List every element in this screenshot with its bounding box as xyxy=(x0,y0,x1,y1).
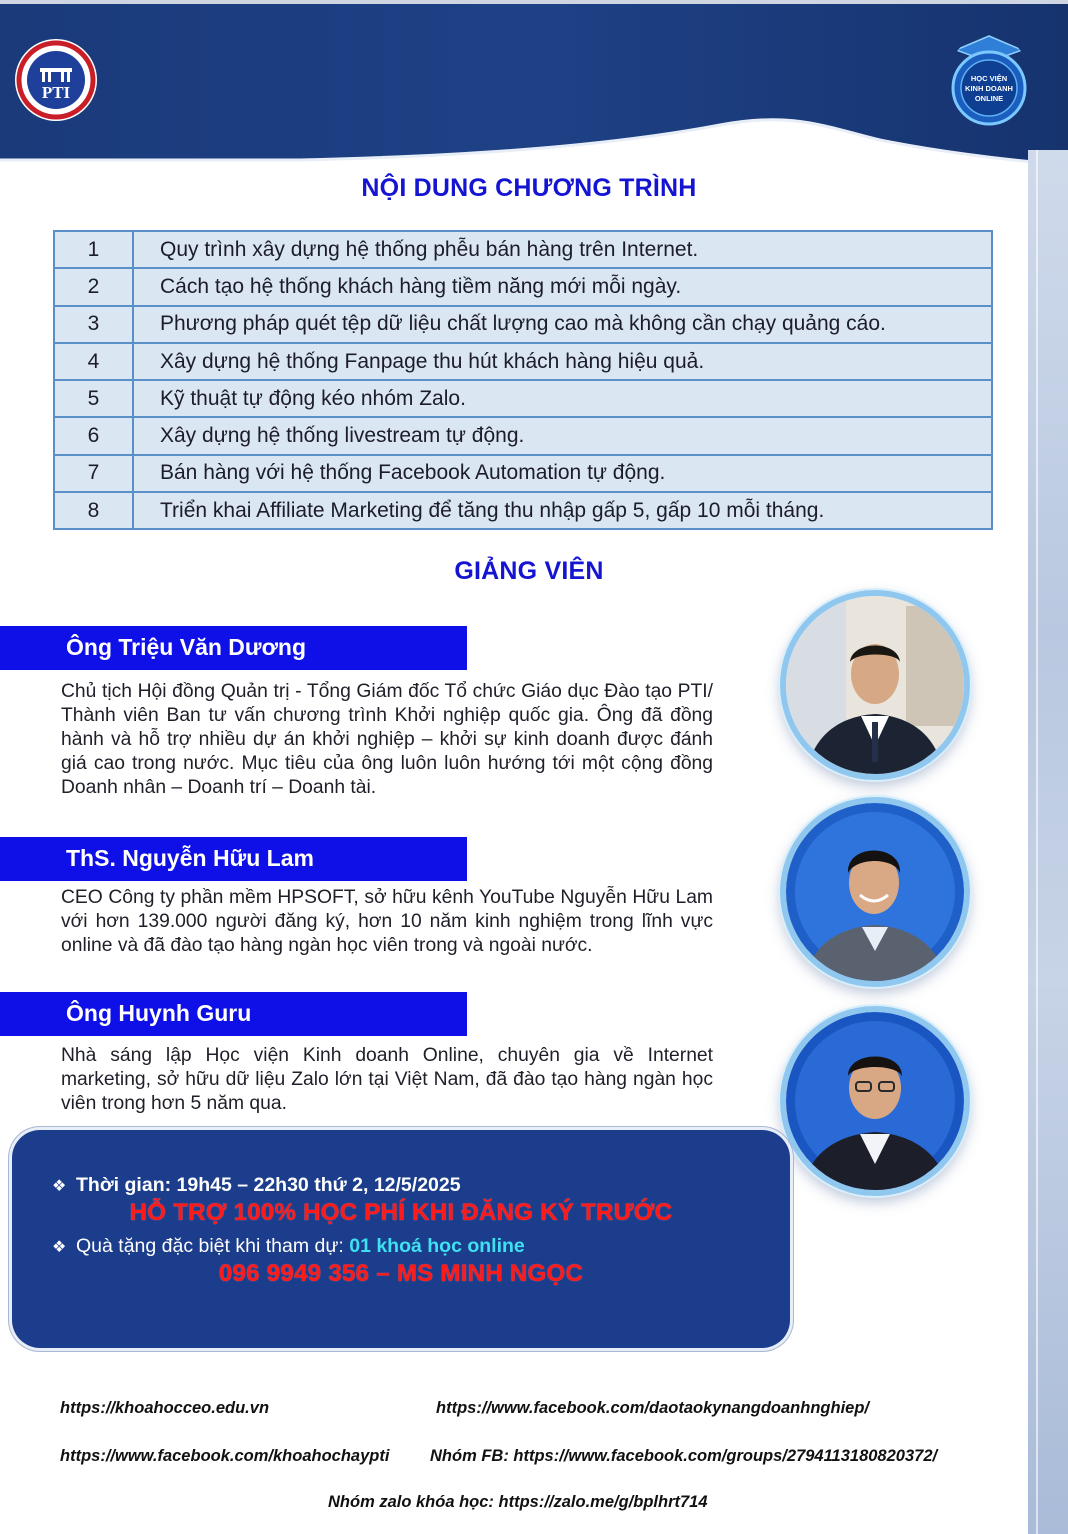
facebook-link[interactable]: https://www.facebook.com/khoahochaypti xyxy=(60,1447,390,1465)
gift-label: Quà tặng đặc biệt khi tham dự: xyxy=(76,1235,350,1257)
event-info-box xyxy=(12,1130,790,1348)
row-text: Xây dựng hệ thống livestream tự động. xyxy=(133,417,992,454)
row-text: Phương pháp quét tệp dữ liệu chất lượng cao mà không cần chạy quảng cáo. xyxy=(133,306,992,343)
contact-phone[interactable]: 096 9949 356 – MS MINH NGỌC xyxy=(218,1260,584,1287)
svg-text:HỌC VIỆN: HỌC VIỆN xyxy=(970,74,1008,83)
row-number: 4 xyxy=(54,343,133,380)
diamond-bullet-icon: ❖ xyxy=(52,1239,67,1256)
row-text: Bán hàng với hệ thống Facebook Automation tự động. xyxy=(133,455,992,492)
row-text: Xây dựng hệ thống Fanpage thu hút khách hàng hiệu quả. xyxy=(133,343,992,380)
speaker-photo xyxy=(780,590,970,780)
pti-logo-icon xyxy=(14,38,98,122)
speaker-name-bar: Ông Huynh Guru xyxy=(0,992,467,1036)
svg-text:ONLINE: ONLINE xyxy=(974,94,1004,103)
zalo-group-link[interactable]: Nhóm zalo khóa học: https://zalo.me/g/bplhrt714 xyxy=(328,1493,708,1511)
row-number: 5 xyxy=(54,380,133,417)
right-decorative-panel xyxy=(1028,150,1068,1534)
speaker-avatar-icon xyxy=(786,1012,964,1190)
speaker-photo xyxy=(780,1006,970,1196)
table-row xyxy=(54,306,992,343)
row-number: 8 xyxy=(54,492,133,529)
header-banner xyxy=(0,0,1068,175)
fanpage-link[interactable]: https://www.facebook.com/daotaokynangdoanhnghiep/ xyxy=(436,1399,869,1417)
table-row xyxy=(54,268,992,305)
diamond-bullet-icon: ❖ xyxy=(52,1178,67,1195)
row-text: Triển khai Affiliate Marketing để tăng thu nhập gấp 5, gấp 10 mỗi tháng. xyxy=(133,492,992,529)
speaker-description: Nhà sáng lập Học viện Kinh doanh Online, chuyên gia về Internet marketing, sở hữu dữ liệu Zalo lớn tại Việt Nam, đã đào tạo hàng ngàn học viên trong hơn 5 năm qua. xyxy=(61,1045,713,1114)
table-row xyxy=(54,380,992,417)
row-text: Quy trình xây dựng hệ thống phễu bán hàng trên Internet. xyxy=(133,231,992,268)
table-row xyxy=(54,417,992,454)
row-number: 2 xyxy=(54,268,133,305)
event-time-text: Thời gian: 19h45 – 22h30 thứ 2, 12/5/2025 xyxy=(76,1174,461,1196)
facebook-group-link[interactable]: Nhóm FB: https://www.facebook.com/groups/2794113180820372/ xyxy=(430,1447,938,1465)
row-text: Kỹ thuật tự động kéo nhóm Zalo. xyxy=(133,380,992,417)
row-number: 7 xyxy=(54,455,133,492)
table-row xyxy=(54,492,992,529)
gift-value: 01 khoá học online xyxy=(349,1235,525,1257)
svg-text:PTI: PTI xyxy=(41,83,71,102)
program-title: NỘI DUNG CHƯƠNG TRÌNH xyxy=(361,174,697,202)
speaker-name-bar: Ông Triệu Văn Dương xyxy=(0,626,467,670)
event-time xyxy=(52,1174,461,1197)
speaker-description: Chủ tịch Hội đồng Quản trị - Tổng Giám đốc Tổ chức Giáo dục Đào tạo PTI/ Thành viên Ban tư vấn chương trình Khởi nghiệp quốc gia. Ông đã đồng hành và hỗ trợ nhiều dự án khởi nghiệp – khởi sự kinh doanh được đánh giá cao trong nước. Mục tiêu của ông luôn luôn hướng tới một cộng đồng Doanh nhân – Doanh trí – Doanh tài. xyxy=(61,681,713,798)
speaker-avatar-icon xyxy=(786,803,964,981)
table-row xyxy=(54,455,992,492)
row-number: 3 xyxy=(54,306,133,343)
row-number: 6 xyxy=(54,417,133,454)
table-row xyxy=(54,231,992,268)
program-table xyxy=(53,230,993,530)
svg-text:KINH DOANH: KINH DOANH xyxy=(965,84,1013,93)
speaker-name-bar: ThS. Nguyễn Hữu Lam xyxy=(0,837,467,881)
row-text: Cách tạo hệ thống khách hàng tiềm năng mới mỗi ngày. xyxy=(133,268,992,305)
speaker-description: CEO Công ty phần mềm HPSOFT, sở hữu kênh YouTube Nguyễn Hữu Lam với hơn 139.000 người đăng ký, hơn 10 năm kinh nghiệm trong lĩnh vực online và đã đào tạo hàng ngàn học viên trong và ngoài nước. xyxy=(61,887,713,956)
speaker-photo xyxy=(780,797,970,987)
speakers-title: GIẢNG VIÊN xyxy=(454,557,604,585)
row-number: 1 xyxy=(54,231,133,268)
speaker-avatar-icon xyxy=(786,596,964,774)
support-banner: HỖ TRỢ 100% HỌC PHÍ KHI ĐĂNG KÝ TRƯỚC xyxy=(129,1199,673,1226)
gift-line xyxy=(52,1235,525,1258)
table-row xyxy=(54,343,992,380)
website-link[interactable]: https://khoahocceo.edu.vn xyxy=(60,1399,270,1417)
academy-logo-icon xyxy=(948,34,1030,126)
